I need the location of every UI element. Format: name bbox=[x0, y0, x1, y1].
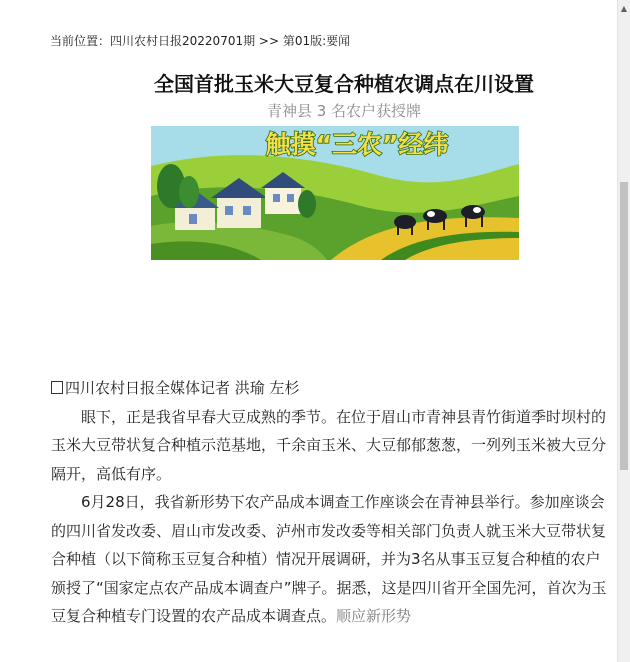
breadcrumb-paper-link[interactable]: 四川农村日报20220701期 bbox=[110, 34, 256, 48]
banner-illustration bbox=[151, 126, 519, 260]
paragraph-text: 6月28日，我省新形势下农产品成本调查工作座谈会在青神县举行。参加座谈会的四川省发改委、眉山市发改委、泸州市发改委等相关部门负责人就玉米大豆带状复合种植（以下简称玉豆复合种植）情况开展调研，并为3名从事玉豆复合种植的农户颁授了“国家定点农产品成本调查户”牌子。据悉，这是四川省开全国先河，首次为玉豆复合种植专门设置的农产品成本调查点。 bbox=[51, 493, 607, 625]
article-subtitle: 青神县 3 名农户获授牌 bbox=[266, 102, 422, 120]
arrow-up-icon[interactable]: ▲ bbox=[620, 4, 628, 13]
breadcrumb-separator: >> bbox=[255, 34, 283, 48]
byline bbox=[51, 374, 613, 403]
breadcrumb-section-link[interactable]: 第01版:要闻 bbox=[282, 34, 351, 48]
article-body bbox=[51, 374, 613, 631]
banner-caption-group bbox=[231, 128, 481, 159]
scrollbar-thumb[interactable] bbox=[620, 182, 628, 470]
breadcrumb-prefix: 当前位置： bbox=[50, 34, 111, 48]
article-title: 全国首批玉米大豆复合种植农调点在川设置 bbox=[154, 72, 534, 96]
paragraph-trailing-text: 顺应新形势 bbox=[336, 607, 412, 625]
paragraph bbox=[51, 488, 613, 631]
checkbox-square-icon bbox=[51, 381, 63, 394]
breadcrumb bbox=[50, 33, 350, 49]
vertical-scrollbar[interactable] bbox=[617, 0, 630, 662]
column-banner-image bbox=[151, 126, 519, 260]
byline-text: 四川农村日报全媒体记者 洪瑜 左杉 bbox=[65, 379, 300, 397]
banner-caption: 触摸“三农”经纬 bbox=[265, 130, 449, 159]
paragraph: 眼下，正是我省早春大豆成熟的季节。在位于眉山市青神县青竹街道季时坝村的玉米大豆带状复合种植示范基地，千余亩玉米、大豆郁郁葱葱，一列列玉米被大豆分隔开，高低有序。 bbox=[51, 407, 607, 483]
